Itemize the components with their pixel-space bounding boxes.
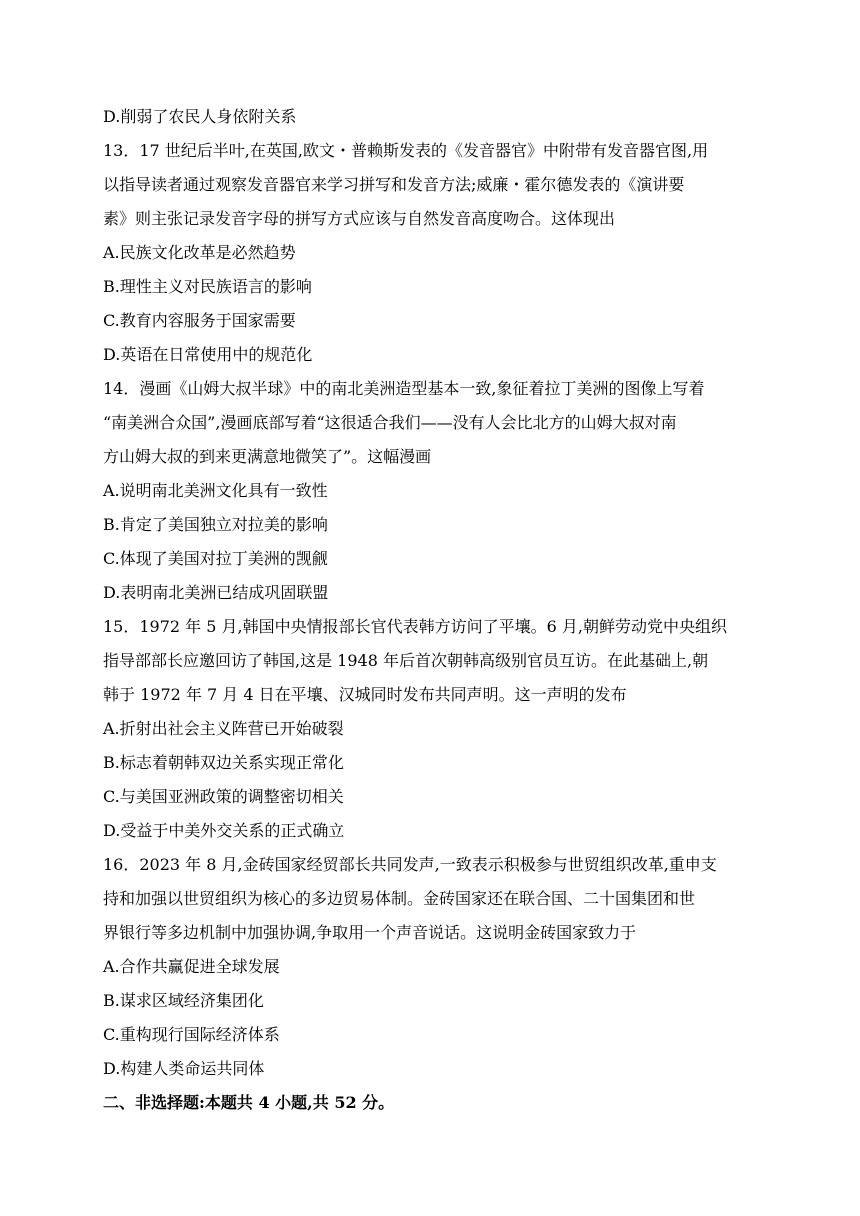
question-16-stem-line: 持和加强以世贸组织为核心的多边贸易体制。金砖国家还在联合国、二十国集团和世 <box>103 889 696 908</box>
question-16-option-c: C.重构现行国际经济体系 <box>103 1025 280 1044</box>
question-13-stem-line: 以指导读者通过观察发音器官来学习拼写和发音方法;威廉・霍尔德发表的《演讲要 <box>103 175 685 194</box>
question-16-stem-line: 16．2023 年 8 月,金砖国家经贸部长共同发声,一致表示积极参与世贸组织改革,重申支 <box>103 855 717 874</box>
section-heading: 二、非选择题:本题共 4 小题,共 52 分。 <box>103 1093 395 1112</box>
document-page <box>103 100 763 1120</box>
question-15-stem-line: 15．1972 年 5 月,韩国中央情报部长官代表韩方访问了平壤。6 月,朝鲜劳动党中央组织 <box>103 617 727 636</box>
question-14-stem-line: 方山姆大叔的到来更满意地微笑了”。这幅漫画 <box>103 447 432 466</box>
question-15-option-d: D.受益于中美外交关系的正式确立 <box>103 821 345 840</box>
question-15-stem-line: 韩于 1972 年 7 月 4 日在平壤、汉城同时发布共同声明。这一声明的发布 <box>103 685 627 704</box>
question-13-option-d: D.英语在日常使用中的规范化 <box>103 345 313 364</box>
question-14-option-c: C.体现了美国对拉丁美洲的觊觎 <box>103 549 328 568</box>
question-14-stem-line: “南美洲合众国”,漫画底部写着“这很适合我们——没有人会比北方的山姆大叔对南 <box>103 413 677 432</box>
question-14-option-d: D.表明南北美洲已结成巩固联盟 <box>103 583 329 602</box>
question-15-option-a: A.折射出社会主义阵营已开始破裂 <box>103 719 344 738</box>
question-14-option-b: B.肯定了美国独立对拉美的影响 <box>103 515 328 534</box>
question-16-option-d: D.构建人类命运共同体 <box>103 1059 265 1078</box>
option-line: D.削弱了农民人身依附关系 <box>103 107 297 126</box>
question-13-stem-line: 13．17 世纪后半叶,在英国,欧文・普赖斯发表的《发音器官》中附带有发音器官图,用 <box>103 141 709 160</box>
question-14-option-a: A.说明南北美洲文化具有一致性 <box>103 481 328 500</box>
question-15-option-c: C.与美国亚洲政策的调整密切相关 <box>103 787 344 806</box>
question-13-option-b: B.理性主义对民族语言的影响 <box>103 277 312 296</box>
question-13-option-a: A.民族文化改革是必然趋势 <box>103 243 296 262</box>
question-15-option-b: B.标志着朝韩双边关系实现正常化 <box>103 753 344 772</box>
question-16-option-b: B.谋求区域经济集团化 <box>103 991 264 1010</box>
question-15-stem-line: 指导部部长应邀回访了韩国,这是 1948 年后首次朝韩高级别官员互访。在此基础上,朝 <box>103 651 709 670</box>
question-16-stem-line: 界银行等多边机制中加强协调,争取用一个声音说话。这说明金砖国家致力于 <box>103 923 637 942</box>
question-14-stem-line: 14．漫画《山姆大叔半球》中的南北美洲造型基本一致,象征着拉丁美洲的图像上写着 <box>103 379 705 398</box>
question-13-stem-line: 素》则主张记录发音字母的拼写方式应该与自然发音高度吻合。这体现出 <box>103 209 616 228</box>
question-16-option-a: A.合作共赢促进全球发展 <box>103 957 280 976</box>
question-13-option-c: C.教育内容服务于国家需要 <box>103 311 296 330</box>
